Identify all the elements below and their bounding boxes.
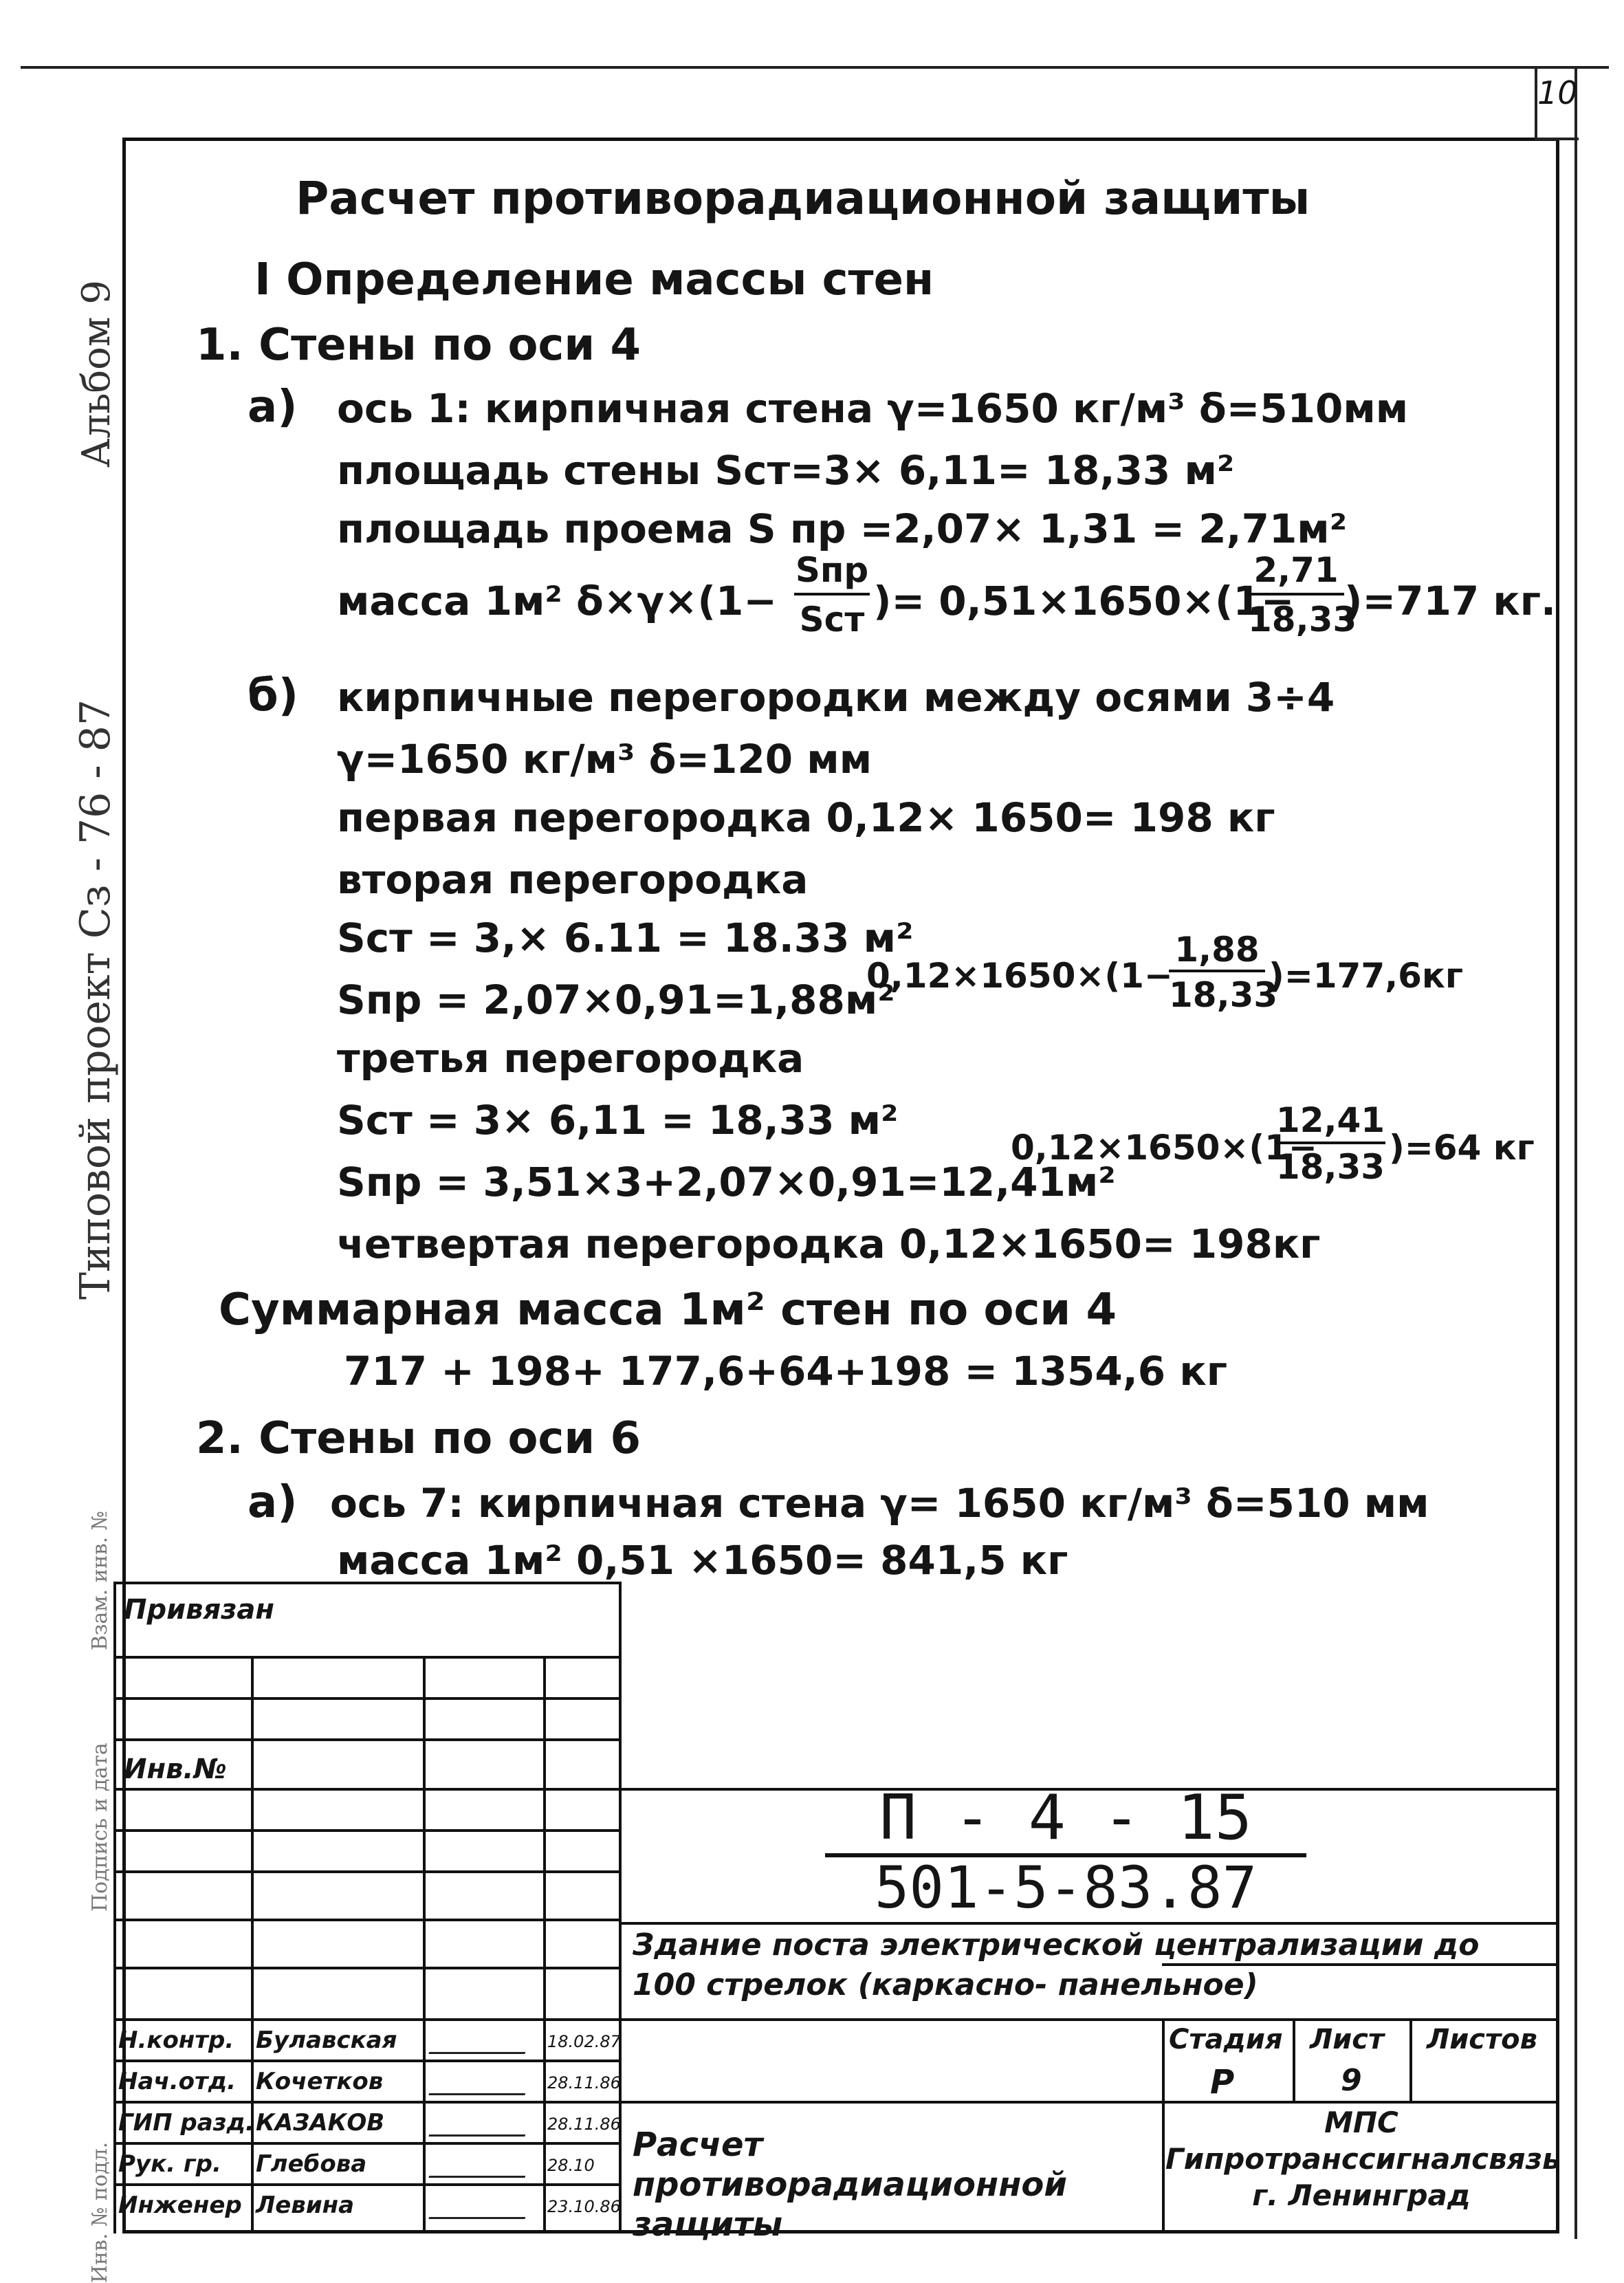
a1-mass-end: )=717 кг. (1344, 578, 1557, 624)
org-line-1: МПС (1324, 2106, 1398, 2139)
a1-frac1-bar (794, 593, 870, 596)
person-role: Н.контр. (118, 2027, 234, 2054)
person-date: 23.10.86 (547, 2197, 621, 2216)
header-sheet: Лист (1310, 2024, 1385, 2055)
right-border-line (1574, 66, 1577, 2239)
b1-line-9: Sпр = 3,51×3+2,07×0,91=12,41м² (337, 1159, 1116, 1205)
person-name: Левина (256, 2192, 355, 2219)
item-1-heading: 1. Стены по оси 4 (196, 320, 641, 371)
stamp-side-label-3: Взам. инв. № (88, 1510, 112, 1650)
a1-frac2-denominator: 18,33 (1248, 600, 1357, 640)
signature (428, 2070, 534, 2095)
person-date: 18.02.87 (547, 2032, 621, 2051)
b1-line-8: Sст = 3× 6,11 = 18,33 м² (337, 1097, 899, 1144)
document-code-top: П - 4 - 15 (879, 1782, 1252, 1854)
person-name: Булавская (256, 2027, 397, 2054)
signature (428, 2194, 534, 2219)
a1-line-2: площадь стены Sст=3× 6,11= 18,33 м² (337, 447, 1235, 494)
header-stage: Стадия (1169, 2024, 1283, 2055)
a1-line-3: площадь проема S пр =2,07× 1,31 = 2,71м² (337, 505, 1348, 552)
b1-label: б) (248, 670, 298, 721)
a2-line-1: ось 7: кирпичная стена γ= 1650 кг/м³ δ=510 мм (330, 1480, 1429, 1527)
a1-mass-middle: )= 0,51×1650×(1− (873, 578, 1295, 624)
a1-line-1: ось 1: кирпичная стена γ=1650 кг/м³ δ=510мм (337, 385, 1409, 432)
b1-calc2-bar (1169, 970, 1265, 972)
sum-line-2: 717 + 198+ 177,6+64+198 = 1354,6 кг (344, 1348, 1228, 1395)
b1-line-5: Sст = 3,× 6.11 = 18.33 м² (337, 915, 914, 961)
b1-line-4: вторая перегородка (337, 856, 809, 903)
org-line-3: г. Ленинград (1252, 2178, 1471, 2212)
person-name: Кочетков (256, 2068, 384, 2095)
document-code-bottom: 501-5-83.87 (874, 1854, 1258, 1921)
signature (428, 2111, 534, 2137)
person-name: Глебова (256, 2150, 367, 2178)
b1-calc3-bar (1275, 1142, 1385, 1144)
b1-calc3-denominator: 18,33 (1275, 1147, 1385, 1187)
person-name: КАЗАКОВ (256, 2109, 385, 2137)
b1-line-6: Sпр = 2,07×0,91=1,88м² (337, 976, 895, 1023)
a2-line-2: масса 1м² 0,51 ×1650= 841,5 кг (337, 1537, 1068, 1584)
b1-calc2-numerator: 1,88 (1174, 930, 1260, 970)
a1-label: а) (248, 382, 298, 433)
b1-line-1: кирпичные перегородки между осями 3÷4 (337, 674, 1335, 721)
top-border-line (21, 66, 1609, 69)
header-sheets: Листов (1427, 2024, 1537, 2055)
org-line-2: Гипротранссигналсвязь (1165, 2142, 1561, 2176)
b1-line-2: γ=1650 кг/м³ δ=120 мм (337, 736, 873, 783)
a1-frac2-numerator: 2,71 (1253, 550, 1339, 590)
person-date: 28.11.86 (547, 2115, 621, 2134)
building-description: Здание поста электрической централизации до 100 стрелок (каркасно- панельное) (633, 1927, 1480, 2002)
b1-calc2-end: )=177,6кг (1269, 956, 1463, 996)
page-title: Расчет противорадиационной защиты (296, 172, 1310, 225)
sheet-title: Расчет противорадиационной защиты (633, 2126, 1067, 2244)
person-role: ГИП разд. (118, 2109, 254, 2137)
b1-line-7: третья перегородка (337, 1035, 804, 1082)
b1-calc2-denominator: 18,33 (1169, 975, 1278, 1015)
sheet-number: 10 (1537, 74, 1578, 111)
b1-calc3-numerator: 12,41 (1275, 1100, 1385, 1140)
project-label: Типовой проект Сз - 76 - 87 (72, 699, 120, 1300)
person-date: 28.10 (547, 2156, 595, 2175)
inventory-label: Инв.№ (124, 1754, 227, 1785)
a1-frac2-bar (1248, 593, 1344, 596)
b1-line-3: первая перегородка 0,12× 1650= 198 кг (337, 794, 1275, 841)
album-label: Альбом 9 (74, 280, 119, 468)
b1-calc3-end: )=64 кг (1389, 1128, 1535, 1168)
person-date: 28.11.86 (547, 2073, 621, 2093)
person-role: Рук. гр. (118, 2150, 221, 2178)
signature (428, 2152, 534, 2178)
a1-mass-prefix: масса 1м² δ×γ×(1− (337, 578, 778, 624)
stamp-side-label-2: Подпись и дата (88, 1743, 112, 1912)
a2-label: а) (248, 1477, 298, 1528)
a1-frac1-numerator: Sпр (795, 550, 869, 590)
sum-line-1: Суммарная масса 1м² стен по оси 4 (219, 1285, 1117, 1335)
stage-value: Р (1210, 2063, 1235, 2101)
signature (428, 2029, 534, 2054)
sheet-value: 9 (1341, 2063, 1362, 2098)
attached-label: Привязан (124, 1594, 275, 1626)
person-role: Нач.отд. (118, 2068, 237, 2095)
b1-calc2-prefix: 0,12×1650×(1− (866, 956, 1173, 996)
b1-calc3-prefix: 0,12×1650×(1− (1011, 1128, 1317, 1168)
a1-frac1-denominator: Sст (799, 600, 865, 640)
person-role: Инженер (118, 2192, 242, 2219)
item-2-heading: 2. Стены по оси 6 (196, 1413, 641, 1464)
b1-line-10: четвертая перегородка 0,12×1650= 198кг (337, 1221, 1321, 1267)
section-heading: I Определение массы стен (254, 254, 934, 305)
stamp-side-label-1: Инв. № подл. (88, 2141, 112, 2283)
